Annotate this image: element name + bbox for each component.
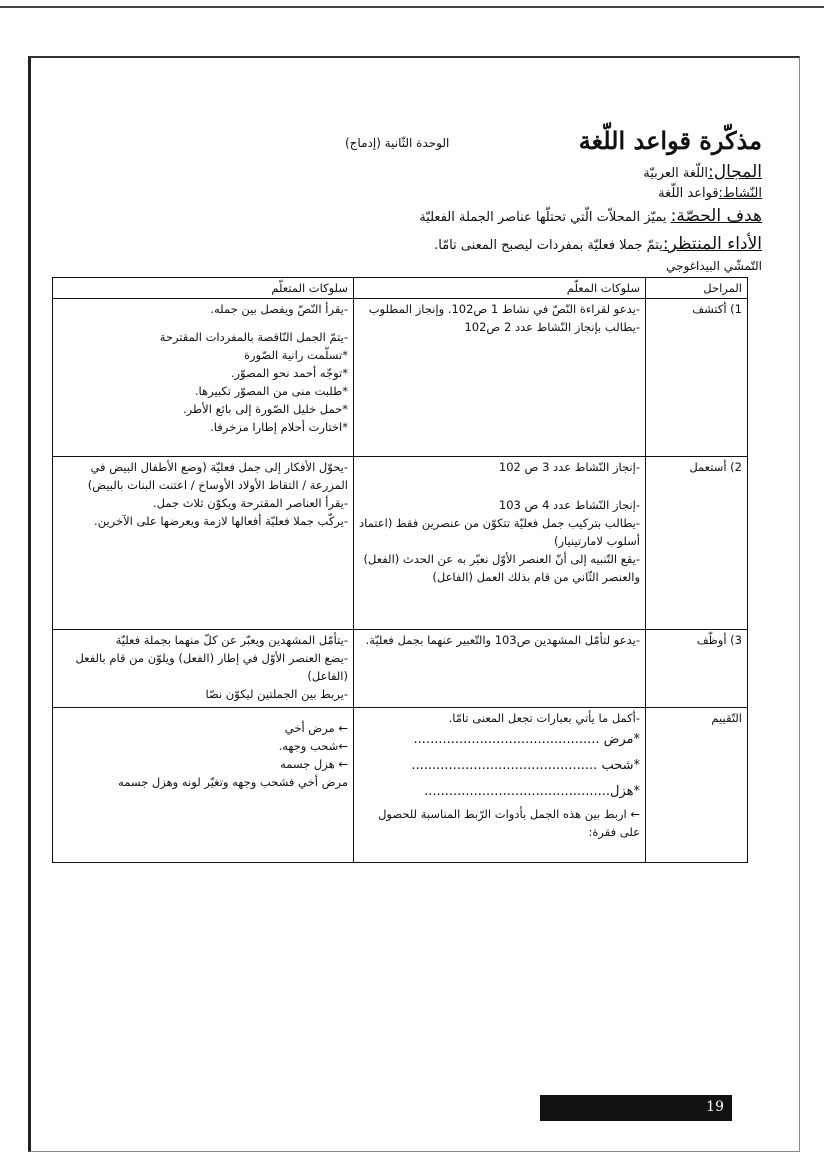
stage-label: 1) أكتشف (692, 302, 742, 316)
learner-cell (53, 630, 354, 708)
learner-line: *طلبت منى من المصوّر تكبيرها. (194, 384, 348, 398)
teacher-line: *شحب ............................................. (411, 758, 640, 773)
scan-edge-line (0, 6, 824, 8)
learner-line: *حمل خليل الصّورة إلى بائع الأطر. (183, 402, 348, 416)
activity-line (658, 186, 762, 201)
table-row (53, 708, 748, 863)
teacher-cell (354, 630, 646, 708)
teacher-line: -يدعو لقراءة النّصّ في نشاط 1 ص102. وإنجاز المطلوب (368, 302, 640, 316)
domain-label: المجال: (708, 162, 762, 182)
learner-line: *تسلّمت رانية الصّورة (243, 348, 348, 362)
teacher-line: -يطالب بإنجاز النّشاط عدد 2 ص102 (464, 320, 640, 334)
goal-label: هدف الحصّة: (670, 206, 762, 226)
stage-cell (646, 630, 748, 708)
learner-line: -يتمّ الجمل النّاقصة بالمفردات المقترحة (159, 330, 348, 344)
teacher-line: *هزل............................................. (424, 784, 640, 799)
spacer (58, 709, 348, 719)
learner-line: *توجّه أحمد نحو المصوّر. (230, 366, 348, 380)
learner-line: مرض أخي فشحب وجهه وتغيّر لونه وهزل جسمه (118, 775, 348, 789)
page-title: مذكّرة قواعد اللّغة (578, 126, 762, 155)
header-cell: سلوكات المتعلّم (53, 278, 354, 299)
activity-label: النّشاط: (718, 186, 762, 201)
teacher-line: ← اربط بين هذه الجمل بأدوات الرّبط المناسبة للحصول على فقرة: (378, 807, 640, 839)
stage-cell (646, 708, 748, 863)
learner-line: -يقرأ النّصّ ويفصل بين جمله. (210, 302, 348, 316)
spacer (359, 476, 640, 486)
learner-line: -يتأمّل المشهدين ويعبّر عن كلّ منهما بجملة فعليّة (115, 633, 348, 647)
learner-cell (53, 299, 354, 457)
teacher-line: -يطالب بتركيب جمل فعليّة تتكوّن من عنصرين فقط (اعتماد أسلوب لامارتينيار) (359, 516, 640, 548)
stage-label: التّقييم (711, 711, 742, 725)
plan-label: التّمشّي البيداغوجي (666, 259, 762, 273)
header-cell: المراحل (646, 278, 748, 299)
stage-label: 2) أستعمل (689, 460, 742, 474)
teacher-line: -إنجاز النّشاط عدد 4 ص 103 (498, 498, 640, 512)
goal-value: يميّز المحلاّت الّتي تحتلّها عناصر الجملة الفعليّة (419, 210, 667, 225)
domain-line (643, 162, 762, 182)
teacher-line: *مرض ............................................. (413, 732, 640, 747)
learner-line: ← هزل جسمه (280, 757, 348, 771)
teacher-line: -أكمل ما يأتي بعبارات تجعل المعنى تامّا. (448, 711, 640, 725)
table-row (53, 630, 748, 708)
performance-label: الأداء المنتظر: (662, 234, 762, 254)
spacer (359, 486, 640, 496)
stage-label: 3) أوظّف (696, 633, 742, 647)
learner-line: -يحوّل الأفكار إلى جمل فعليّة (وضع الأطفال البيض في المزرعة / التقاط الأولاد الأوساخ / اعتنت البنات بالبيض) (87, 460, 348, 492)
teacher-line: -يقع التّنبيه إلى أنّ العنصر الأوّل نعبّر به عن الحدث (الفعل) والعنصر الثّاني من قام بذلك العمل (الفاعل) (363, 552, 640, 584)
learner-line: -يربط بين الجملتين ليكوّن نصّا (205, 687, 348, 701)
learner-line: ← مرض أخي (284, 721, 348, 735)
table-row (53, 299, 748, 457)
learner-line: *اختارت أحلام إطارا مزخرفا. (210, 420, 348, 434)
stage-cell (646, 299, 748, 457)
domain-value: اللّغة العربيّة (643, 166, 709, 181)
teacher-cell (354, 457, 646, 630)
stage-cell (646, 457, 748, 630)
learner-line: -يضع العنصر الأوّل في إطار (الفعل) ويلوّن من قام بالفعل (الفاعل) (75, 651, 348, 683)
teacher-cell (354, 299, 646, 457)
lesson-table (52, 277, 748, 863)
goal-line (419, 206, 762, 226)
activity-value: قواعد اللّغة (658, 186, 719, 201)
table-row (53, 457, 748, 630)
learner-line: -يركّب جملا فعليّة أفعالها لازمة ويعرضها على الآخرين. (94, 514, 348, 528)
learner-line: -يقرأ العناصر المقترحة ويكوّن ثلاث جمل. (152, 496, 348, 510)
teacher-cell (354, 708, 646, 863)
learner-cell (53, 708, 354, 863)
learner-line: ←شحب وجهه. (278, 739, 348, 753)
spacer (58, 318, 348, 328)
teacher-line: -يدعو لتأمّل المشهدين ص103 والتّعبير عنهما بجمل فعليّة. (365, 633, 640, 647)
learner-cell (53, 457, 354, 630)
table-header-row (53, 278, 748, 299)
page-number: 19 (540, 1095, 732, 1121)
performance-line (434, 234, 762, 254)
header-cell: سلوكات المعلّم (354, 278, 646, 299)
teacher-line: -إنجاز النّشاط عدد 3 ص 102 (498, 460, 640, 474)
performance-value: يتمّ جملا فعليّة بمفردات ليصبح المعنى تامّا. (434, 238, 663, 253)
unit-label: الوحدة الثّانية (إدماج) (345, 136, 450, 150)
